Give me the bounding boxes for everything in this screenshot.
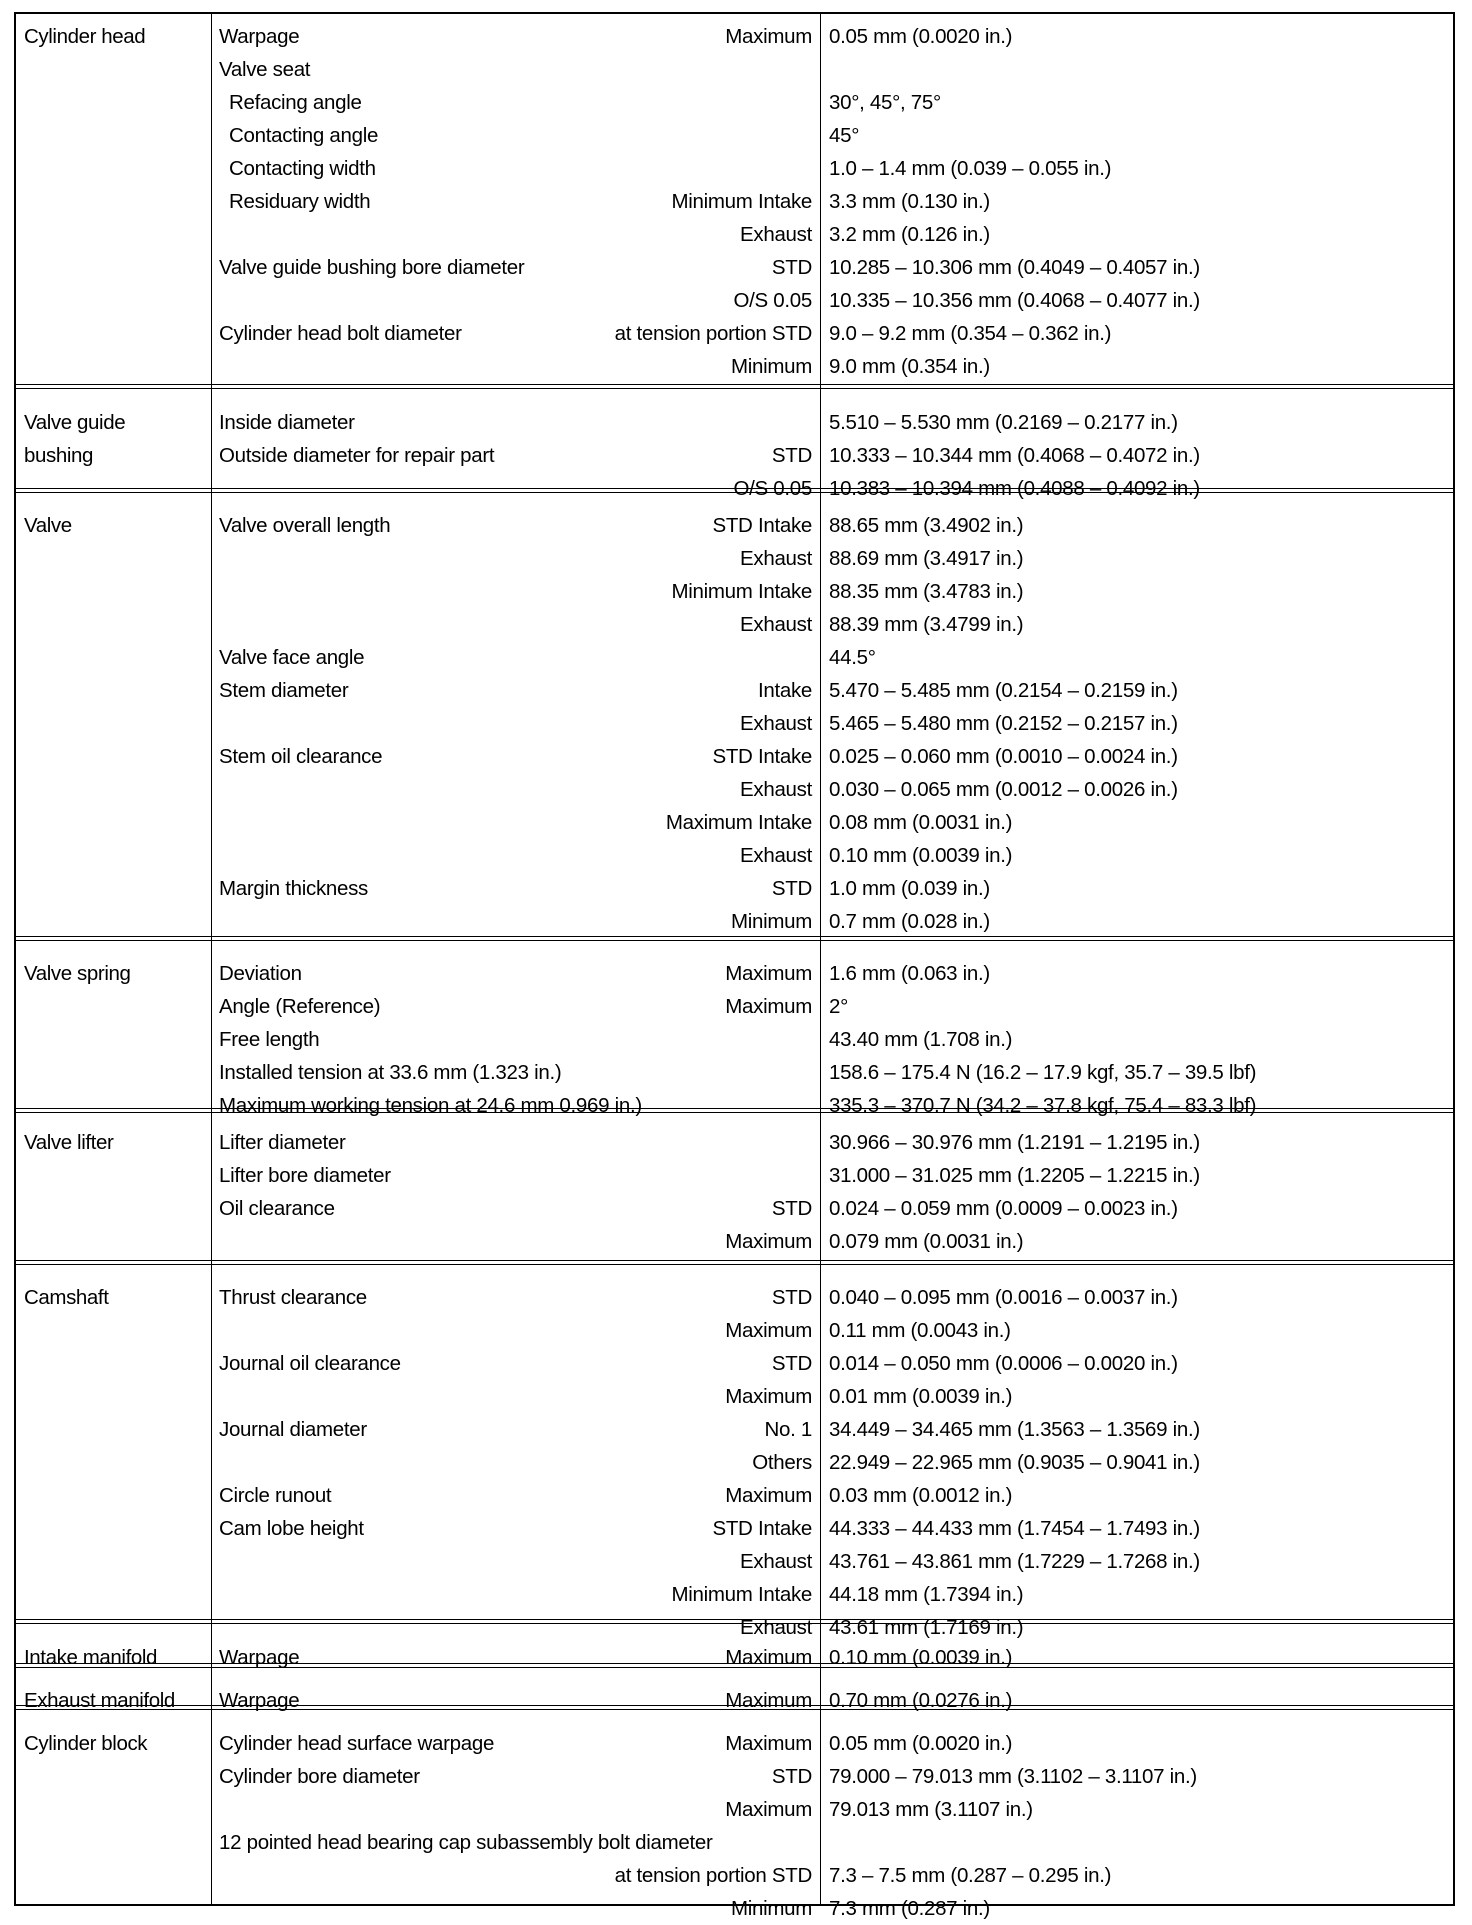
section-title: Valve (24, 514, 72, 537)
spec-qualifier: Maximum (725, 995, 812, 1018)
spec-qualifier: Maximum (725, 1484, 812, 1507)
spec-item: Stem diameter (219, 679, 349, 702)
spec-item: Journal diameter (219, 1418, 367, 1441)
spec-qualifier: STD (771, 877, 812, 900)
section-title: Cylinder head (24, 25, 146, 48)
spec-value: 9.0 – 9.2 mm (0.354 – 0.362 in.) (829, 322, 1112, 345)
spec-item: Warpage (219, 1689, 300, 1712)
section-title: Valve lifter (24, 1131, 114, 1154)
spec-item: Contacting width (229, 157, 376, 180)
spec-value: 158.6 – 175.4 N (16.2 – 17.9 kgf, 35.7 – 39.5 lbf) (829, 1061, 1257, 1084)
spec-qualifier: Minimum (730, 910, 812, 933)
spec-value: 88.35 mm (3.4783 in.) (829, 580, 1024, 603)
spec-value: 88.65 mm (3.4902 in.) (829, 514, 1024, 537)
spec-qualifier: Others (752, 1451, 812, 1474)
spec-qualifier: Minimum (730, 355, 812, 378)
spec-qualifier: at tension portion STD (614, 1864, 812, 1887)
spec-value: 2° (829, 995, 848, 1018)
spec-qualifier: Intake (757, 679, 812, 702)
spec-value: 335.3 – 370.7 N (34.2 – 37.8 kgf, 75.4 – 83.3 lbf) (829, 1094, 1257, 1117)
spec-item: Deviation (219, 962, 302, 985)
spec-qualifier: Maximum (725, 25, 812, 48)
spec-value: 1.0 mm (0.039 in.) (829, 877, 990, 900)
spec-qualifier: Minimum (730, 1897, 812, 1920)
spec-value: 44.5° (829, 646, 876, 669)
spec-item: Oil clearance (219, 1197, 335, 1220)
section-divider (16, 1264, 1453, 1265)
spec-qualifier: O/S 0.05 (733, 477, 812, 500)
spec-item: Valve guide bushing bore diameter (219, 256, 525, 279)
section-divider (16, 1619, 1453, 1620)
spec-qualifier: STD Intake (712, 1517, 812, 1540)
spec-qualifier: Maximum (725, 1319, 812, 1342)
spec-table (14, 12, 1455, 1920)
spec-qualifier: O/S 0.05 (733, 289, 812, 312)
spec-value: 0.05 mm (0.0020 in.) (829, 1732, 1013, 1755)
spec-qualifier: Exhaust (740, 223, 812, 246)
spec-item: Contacting angle (229, 124, 379, 147)
spec-qualifier: Exhaust (740, 844, 812, 867)
spec-qualifier: Maximum (725, 1230, 812, 1253)
spec-value: 1.0 – 1.4 mm (0.039 – 0.055 in.) (829, 157, 1112, 180)
section-divider (16, 1623, 1453, 1624)
spec-qualifier: Exhaust (740, 1616, 812, 1639)
spec-value: 43.40 mm (1.708 in.) (829, 1028, 1013, 1051)
spec-value: 0.079 mm (0.0031 in.) (829, 1230, 1024, 1253)
spec-value: 3.3 mm (0.130 in.) (829, 190, 990, 213)
spec-value: 0.10 mm (0.0039 in.) (829, 1646, 1013, 1669)
spec-value: 0.025 – 0.060 mm (0.0010 – 0.0024 in.) (829, 745, 1178, 768)
spec-value: 79.000 – 79.013 mm (3.1102 – 3.1107 in.) (829, 1765, 1197, 1788)
spec-value: 5.465 – 5.480 mm (0.2152 – 0.2157 in.) (829, 712, 1178, 735)
column-divider-section (211, 14, 212, 1904)
spec-value: 10.383 – 10.394 mm (0.4088 – 0.4092 in.) (829, 477, 1200, 500)
spec-value: 79.013 mm (3.1107 in.) (829, 1798, 1033, 1821)
spec-qualifier: STD (771, 1197, 812, 1220)
spec-qualifier: STD Intake (712, 745, 812, 768)
spec-item: Inside diameter (219, 411, 355, 434)
spec-value: 3.2 mm (0.126 in.) (829, 223, 990, 246)
spec-value: 45° (829, 124, 860, 147)
spec-value: 9.0 mm (0.354 in.) (829, 355, 990, 378)
spec-value: 5.510 – 5.530 mm (0.2169 – 0.2177 in.) (829, 411, 1178, 434)
section-divider (16, 388, 1453, 389)
section-title: Camshaft (24, 1286, 109, 1309)
spec-item: Valve seat (219, 58, 311, 81)
spec-value: 0.11 mm (0.0043 in.) (829, 1319, 1011, 1342)
spec-value: 88.39 mm (3.4799 in.) (829, 613, 1024, 636)
section-title: bushing (24, 444, 94, 467)
spec-value: 0.10 mm (0.0039 in.) (829, 844, 1013, 867)
spec-item: Thrust clearance (219, 1286, 367, 1309)
spec-value: 10.333 – 10.344 mm (0.4068 – 0.4072 in.) (829, 444, 1200, 467)
spec-qualifier: STD (771, 444, 812, 467)
spec-value: 31.000 – 31.025 mm (1.2205 – 1.2215 in.) (829, 1164, 1200, 1187)
spec-item: Outside diameter for repair part (219, 444, 495, 467)
section-title: Exhaust manifold (24, 1689, 175, 1712)
spec-item: Warpage (219, 1646, 300, 1669)
section-title: Valve spring (24, 962, 131, 985)
spec-item: Cylinder head surface warpage (219, 1732, 495, 1755)
spec-value: 43.761 – 43.861 mm (1.7229 – 1.7268 in.) (829, 1550, 1200, 1573)
spec-item: Lifter bore diameter (219, 1164, 391, 1187)
spec-qualifier: at tension portion STD (614, 322, 812, 345)
spec-item: Circle runout (219, 1484, 332, 1507)
spec-item: Journal oil clearance (219, 1352, 401, 1375)
spec-qualifier: Maximum Intake (665, 811, 812, 834)
spec-item: Maximum working tension at 24.6 mm 0.969 in.) (219, 1094, 642, 1117)
spec-qualifier: Exhaust (740, 1550, 812, 1573)
section-title: Valve guide (24, 411, 126, 434)
spec-value: 0.024 – 0.059 mm (0.0009 – 0.0023 in.) (829, 1197, 1178, 1220)
spec-item: Valve face angle (219, 646, 365, 669)
spec-value: 30°, 45°, 75° (829, 91, 941, 114)
section-title: Intake manifold (24, 1646, 158, 1669)
spec-qualifier: STD (771, 1352, 812, 1375)
spec-qualifier: Maximum (725, 1798, 812, 1821)
spec-item: Valve overall length (219, 514, 391, 537)
spec-qualifier: Minimum Intake (671, 190, 812, 213)
spec-value: 10.335 – 10.356 mm (0.4068 – 0.4077 in.) (829, 289, 1200, 312)
spec-value: 0.01 mm (0.0039 in.) (829, 1385, 1013, 1408)
spec-value: 43.61 mm (1.7169 in.) (829, 1616, 1024, 1639)
spec-value: 30.966 – 30.976 mm (1.2191 – 1.2195 in.) (829, 1131, 1200, 1154)
spec-qualifier: Exhaust (740, 613, 812, 636)
spec-item: Residuary width (229, 190, 371, 213)
spec-qualifier: Maximum (725, 962, 812, 985)
spec-qualifier: STD (771, 1765, 812, 1788)
spec-item: Installed tension at 33.6 mm (1.323 in.) (219, 1061, 562, 1084)
column-divider-value (820, 14, 821, 1904)
spec-qualifier: STD (771, 256, 812, 279)
spec-value: 0.05 mm (0.0020 in.) (829, 25, 1013, 48)
spec-item: Angle (Reference) (219, 995, 381, 1018)
spec-value: 0.7 mm (0.028 in.) (829, 910, 990, 933)
spec-value: 44.18 mm (1.7394 in.) (829, 1583, 1024, 1606)
spec-qualifier: STD (771, 1286, 812, 1309)
spec-qualifier: Exhaust (740, 778, 812, 801)
section-divider (16, 940, 1453, 941)
spec-value: 34.449 – 34.465 mm (1.3563 – 1.3569 in.) (829, 1418, 1200, 1441)
spec-value: 0.014 – 0.050 mm (0.0006 – 0.0020 in.) (829, 1352, 1178, 1375)
spec-value: 88.69 mm (3.4917 in.) (829, 547, 1024, 570)
spec-item: Cam lobe height (219, 1517, 364, 1540)
spec-value: 0.030 – 0.065 mm (0.0012 – 0.0026 in.) (829, 778, 1178, 801)
spec-qualifier: No. 1 (764, 1418, 812, 1441)
spec-item: Stem oil clearance (219, 745, 383, 768)
spec-item: Free length (219, 1028, 320, 1051)
spec-item: Warpage (219, 25, 300, 48)
spec-value: 0.08 mm (0.0031 in.) (829, 811, 1013, 834)
spec-qualifier: Exhaust (740, 712, 812, 735)
spec-qualifier: Maximum (725, 1732, 812, 1755)
spec-value: 0.040 – 0.095 mm (0.0016 – 0.0037 in.) (829, 1286, 1178, 1309)
spec-item: Cylinder head bolt diameter (219, 322, 462, 345)
spec-value: 44.333 – 44.433 mm (1.7454 – 1.7493 in.) (829, 1517, 1200, 1540)
spec-qualifier: Exhaust (740, 547, 812, 570)
spec-item: 12 pointed head bearing cap subassembly bolt diameter (219, 1831, 713, 1854)
spec-qualifier: Maximum (725, 1689, 812, 1712)
spec-qualifier: Maximum (725, 1385, 812, 1408)
spec-qualifier: Minimum Intake (671, 1583, 812, 1606)
spec-value: 10.285 – 10.306 mm (0.4049 – 0.4057 in.) (829, 256, 1200, 279)
spec-item: Cylinder bore diameter (219, 1765, 420, 1788)
spec-item: Refacing angle (229, 91, 362, 114)
spec-value: 0.70 mm (0.0276 in.) (829, 1689, 1013, 1712)
spec-item: Lifter diameter (219, 1131, 346, 1154)
spec-qualifier: Minimum Intake (671, 580, 812, 603)
spec-item: Margin thickness (219, 877, 369, 900)
section-title: Cylinder block (24, 1732, 148, 1755)
spec-value: 7.3 – 7.5 mm (0.287 – 0.295 in.) (829, 1864, 1112, 1887)
spec-value: 0.03 mm (0.0012 in.) (829, 1484, 1013, 1507)
spec-value: 1.6 mm (0.063 in.) (829, 962, 990, 985)
spec-qualifier: STD Intake (712, 514, 812, 537)
section-divider (16, 1260, 1453, 1261)
spec-value: 7.3 mm (0.287 in.) (829, 1897, 990, 1920)
spec-value: 5.470 – 5.485 mm (0.2154 – 0.2159 in.) (829, 679, 1178, 702)
spec-value: 22.949 – 22.965 mm (0.9035 – 0.9041 in.) (829, 1451, 1200, 1474)
section-divider (16, 384, 1453, 385)
spec-qualifier: Maximum (725, 1646, 812, 1669)
